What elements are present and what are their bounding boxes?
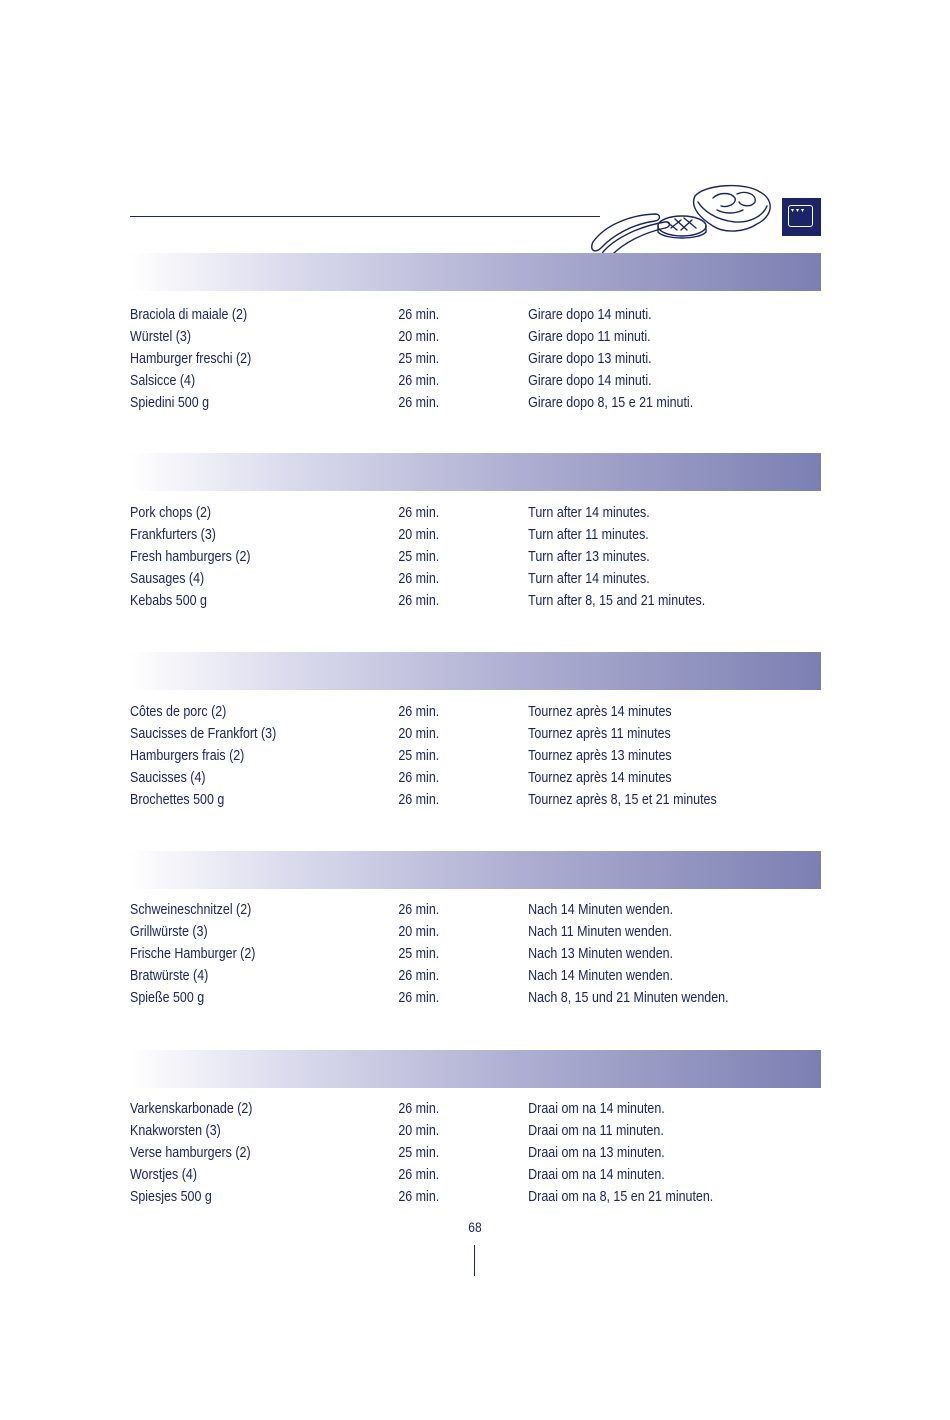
table-row: [130, 392, 724, 414]
cooking-note: Tournez après 13 minutes: [528, 748, 672, 764]
table-row: [130, 370, 724, 392]
food-item: Côtes de porc (2): [130, 704, 227, 720]
cooking-time: 20 min.: [398, 1123, 440, 1139]
table-row: [130, 943, 724, 965]
cooking-note: Nach 14 Minuten wenden.: [528, 968, 674, 984]
cooking-time: 20 min.: [398, 924, 440, 940]
cooking-time: 25 min.: [398, 351, 440, 367]
table-row: [130, 987, 729, 1009]
table-row: [130, 546, 724, 568]
cooking-note: Draai om na 11 minuten.: [528, 1123, 664, 1139]
food-item: Brochettes 500 g: [130, 792, 225, 808]
oven-controls-shape: ▾▾▾: [791, 208, 807, 214]
table-row: [130, 701, 724, 723]
cooking-time: 26 min.: [398, 1189, 440, 1205]
food-item: Hamburgers frais (2): [130, 748, 245, 764]
food-item: Spiesjes 500 g: [130, 1189, 212, 1205]
table-row: [130, 502, 724, 524]
oven-icon: [782, 198, 821, 236]
table-row: [130, 723, 724, 745]
food-item: Frankfurters (3): [130, 527, 216, 543]
table-row: [130, 590, 724, 612]
cooking-note: Draai om na 14 minuten.: [528, 1167, 665, 1183]
cooking-time: 26 min.: [398, 1167, 440, 1183]
cooking-time: 20 min.: [398, 726, 440, 742]
section-header-band: [130, 253, 821, 291]
cooking-note: Turn after 11 minutes.: [528, 527, 649, 543]
cooking-time: 25 min.: [398, 748, 440, 764]
cooking-note: Turn after 14 minutes.: [528, 505, 650, 521]
cooking-time: 26 min.: [398, 593, 440, 609]
table-row: [130, 899, 724, 921]
cooking-note: Nach 8, 15 und 21 Minuten wenden.: [528, 990, 729, 1006]
table-row: [130, 965, 724, 987]
cooking-time: 26 min.: [398, 770, 440, 786]
cooking-note: Turn after 14 minutes.: [528, 571, 650, 587]
section-header-band: [130, 652, 821, 690]
food-item: Pork chops (2): [130, 505, 212, 521]
food-item: Spieße 500 g: [130, 990, 205, 1006]
section-header-band: [130, 1050, 821, 1088]
cooking-note: Girare dopo 13 minuti.: [528, 351, 652, 367]
table-row: [130, 745, 724, 767]
cooking-note: Nach 14 Minuten wenden.: [528, 902, 674, 918]
cooking-note: Nach 13 Minuten wenden.: [528, 946, 674, 962]
cooking-time: 26 min.: [398, 307, 440, 323]
table-row: [130, 568, 724, 590]
food-item: Salsicce (4): [130, 373, 196, 389]
food-item: Frische Hamburger (2): [130, 946, 256, 962]
table-row: [130, 1164, 724, 1186]
table-row: [130, 1142, 724, 1164]
food-item: Hamburger freschi (2): [130, 351, 252, 367]
table-row: [130, 767, 724, 789]
food-item: Bratwürste (4): [130, 968, 209, 984]
cooking-note: Girare dopo 14 minuti.: [528, 373, 652, 389]
food-item: Varkenskarbonade (2): [130, 1101, 253, 1117]
table-row: [130, 326, 724, 348]
cooking-table: [130, 899, 821, 1009]
cooking-note: Girare dopo 14 minuti.: [528, 307, 652, 323]
food-item: Knakworsten (3): [130, 1123, 221, 1139]
section-dutch: [130, 1050, 821, 1205]
section-english: [130, 453, 821, 609]
cooking-time: 25 min.: [398, 1145, 440, 1161]
page-number: 68: [468, 1219, 482, 1235]
cooking-note: Nach 11 Minuten wenden.: [528, 924, 673, 940]
food-item: Fresh hamburgers (2): [130, 549, 251, 565]
cooking-table: [130, 1098, 821, 1208]
cooking-time: 20 min.: [398, 527, 440, 543]
section-german: [130, 851, 821, 1006]
food-item: Sausages (4): [130, 571, 205, 587]
section-header-band: [130, 851, 821, 889]
food-item: Kebabs 500 g: [130, 593, 207, 609]
cooking-note: Tournez après 11 minutes: [528, 726, 671, 742]
cooking-note: Tournez après 14 minutes: [528, 770, 672, 786]
grilled-food-icon: [585, 180, 780, 260]
page-number-rule: [474, 1245, 475, 1276]
cooking-time: 26 min.: [398, 902, 440, 918]
cooking-table: [130, 502, 821, 612]
table-row: [130, 524, 724, 546]
cooking-table: [130, 304, 821, 414]
table-row: [130, 1120, 724, 1142]
table-row: [130, 1186, 724, 1208]
table-row: [130, 304, 724, 326]
cooking-time: 26 min.: [398, 505, 440, 521]
food-item: Grillwürste (3): [130, 924, 208, 940]
food-item: Spiedini 500 g: [130, 395, 210, 411]
table-row: [130, 921, 724, 943]
food-item: Braciola di maiale (2): [130, 307, 248, 323]
cooking-time: 20 min.: [398, 329, 440, 345]
cooking-note: Girare dopo 11 minuti.: [528, 329, 651, 345]
cooking-note: Draai om na 8, 15 en 21 minuten.: [528, 1189, 714, 1205]
cooking-note: Turn after 8, 15 and 21 minutes.: [528, 593, 706, 609]
section-french: [130, 652, 821, 808]
table-row: [130, 1098, 724, 1120]
table-row: [130, 789, 724, 811]
cooking-time: 26 min.: [398, 792, 440, 808]
cooking-time: 26 min.: [398, 395, 440, 411]
cooking-note: Draai om na 14 minuten.: [528, 1101, 665, 1117]
cooking-time: 25 min.: [398, 549, 440, 565]
food-item: Würstel (3): [130, 329, 191, 345]
cooking-time: 26 min.: [398, 1101, 440, 1117]
cooking-time: 26 min.: [398, 373, 440, 389]
cooking-time: 26 min.: [398, 990, 440, 1006]
food-item: Saucisses (4): [130, 770, 206, 786]
cooking-note: Tournez après 14 minutes: [528, 704, 672, 720]
table-row: [130, 348, 724, 370]
cooking-time: 26 min.: [398, 968, 440, 984]
food-item: Verse hamburgers (2): [130, 1145, 251, 1161]
cooking-table: [130, 701, 821, 811]
cooking-note: Girare dopo 8, 15 e 21 minuti.: [528, 395, 694, 411]
food-item: Saucisses de Frankfort (3): [130, 726, 277, 742]
cooking-time: 26 min.: [398, 571, 440, 587]
food-item: Worstjes (4): [130, 1167, 197, 1183]
cooking-note: Turn after 13 minutes.: [528, 549, 650, 565]
section-header-band: [130, 453, 821, 491]
cooking-time: 25 min.: [398, 946, 440, 962]
food-item: Schweineschnitzel (2): [130, 902, 252, 918]
cooking-note: Draai om na 13 minuten.: [528, 1145, 665, 1161]
header-rule: [130, 216, 600, 217]
section-italian: [130, 253, 821, 411]
cooking-note: Tournez après 8, 15 et 21 minutes: [528, 792, 717, 808]
cooking-time: 26 min.: [398, 704, 440, 720]
